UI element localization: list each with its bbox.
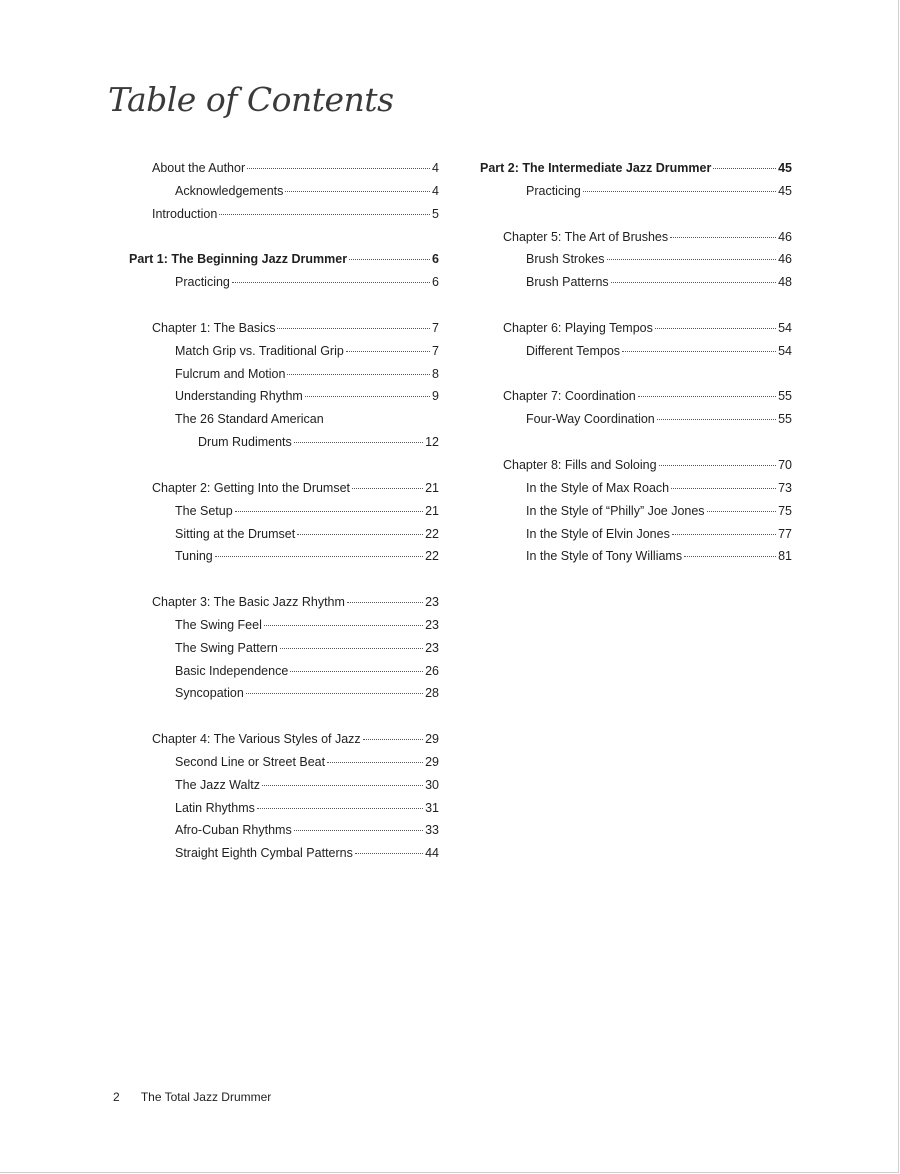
toc-entry xyxy=(129,778,439,801)
toc-entry-label: Chapter 3: The Basic Jazz Rhythm xyxy=(152,595,345,610)
toc-entry-page: 5 xyxy=(432,206,439,221)
toc-entry xyxy=(129,595,439,618)
toc-dot-leader xyxy=(622,351,776,352)
toc-entry-label: Second Line or Street Beat xyxy=(175,754,326,769)
toc-entry-label: Acknowledgements xyxy=(175,183,284,198)
toc-spacer xyxy=(129,709,439,732)
toc-dot-leader xyxy=(355,853,423,854)
toc-spacer xyxy=(480,435,792,458)
toc-entry-label: Introduction xyxy=(152,206,218,221)
toc-entry-label: Brush Strokes xyxy=(526,252,605,267)
toc-entry-label: Drum Rudiments xyxy=(198,435,292,450)
toc-entry-page: 29 xyxy=(425,732,439,747)
toc-dot-leader xyxy=(583,191,776,192)
toc-dot-leader xyxy=(638,396,776,397)
toc-part-heading xyxy=(480,161,792,184)
toc-entry-label: Fulcrum and Motion xyxy=(175,366,286,381)
toc-entry-label: Match Grip vs. Traditional Grip xyxy=(175,343,344,358)
toc-dot-leader xyxy=(347,602,423,603)
toc-dot-leader xyxy=(713,168,776,169)
toc-dot-leader xyxy=(684,556,776,557)
toc-dot-leader xyxy=(672,534,776,535)
toc-dot-leader xyxy=(305,396,430,397)
toc-entry-page: 70 xyxy=(778,457,792,472)
toc-dot-leader xyxy=(352,488,423,489)
toc-entry-label: Chapter 4: The Various Styles of Jazz xyxy=(152,732,361,747)
toc-left-column xyxy=(129,161,439,869)
toc-entry-label: Syncopation xyxy=(175,686,244,701)
toc-entry-page: 81 xyxy=(778,549,792,564)
page-title: Table of Contents xyxy=(108,80,394,119)
toc-entry-page: 21 xyxy=(425,480,439,495)
toc-entry xyxy=(480,412,792,435)
toc-dot-leader xyxy=(611,282,776,283)
toc-entry-label: Chapter 6: Playing Tempos xyxy=(503,320,653,335)
toc-entry xyxy=(129,618,439,641)
toc-entry-label: In the Style of Max Roach xyxy=(526,480,670,495)
toc-entry-label: Practicing xyxy=(526,183,581,198)
toc-entry-label: Practicing xyxy=(175,275,230,290)
toc-entry xyxy=(129,664,439,687)
toc-entry xyxy=(129,549,439,572)
toc-entry xyxy=(480,458,792,481)
toc-entry-page: 4 xyxy=(432,183,439,198)
toc-entry-label: Chapter 1: The Basics xyxy=(152,320,276,335)
toc-entry-label: Different Tempos xyxy=(526,343,621,358)
toc-entry-page: 6 xyxy=(432,275,439,290)
toc-entry-label: Straight Eighth Cymbal Patterns xyxy=(175,846,353,861)
toc-entry xyxy=(129,275,439,298)
toc-spacer xyxy=(480,298,792,321)
toc-dot-leader xyxy=(277,328,430,329)
toc-dot-leader xyxy=(707,511,777,512)
toc-dot-leader xyxy=(215,556,423,557)
toc-entry-page: 45 xyxy=(778,183,792,198)
toc-entry-page: 22 xyxy=(425,526,439,541)
toc-entry-label: The Swing Feel xyxy=(175,617,262,632)
toc-dot-leader xyxy=(235,511,423,512)
toc-entry xyxy=(480,275,792,298)
toc-entry-page: 44 xyxy=(425,846,439,861)
toc-entry-page: 31 xyxy=(425,800,439,815)
toc-entry-label: Part 1: The Beginning Jazz Drummer xyxy=(129,252,348,267)
toc-entry xyxy=(480,389,792,412)
toc-spacer xyxy=(480,207,792,230)
toc-entry-page: 46 xyxy=(778,252,792,267)
toc-entry xyxy=(480,344,792,367)
toc-entry-page: 46 xyxy=(778,229,792,244)
toc-entry xyxy=(480,549,792,572)
toc-dot-leader xyxy=(294,830,423,831)
toc-entry xyxy=(480,252,792,275)
toc-entry-label: Afro-Cuban Rhythms xyxy=(175,823,292,838)
toc-entry-page: 7 xyxy=(432,320,439,335)
toc-dot-leader xyxy=(280,648,423,649)
toc-entry-page: 22 xyxy=(425,549,439,564)
toc-entry-label: About the Author xyxy=(152,161,246,175)
toc-entry xyxy=(129,527,439,550)
toc-dot-leader xyxy=(297,534,423,535)
toc-entry xyxy=(480,184,792,207)
toc-entry xyxy=(129,801,439,824)
toc-entry xyxy=(129,686,439,709)
toc-dot-leader xyxy=(290,671,423,672)
toc-entry-label: The 26 Standard American xyxy=(175,412,324,427)
toc-entry-page: 23 xyxy=(425,595,439,610)
toc-entry xyxy=(129,344,439,367)
toc-entry-label: Brush Patterns xyxy=(526,275,609,290)
toc-dot-leader xyxy=(294,442,423,443)
toc-entry xyxy=(129,321,439,344)
toc-entry-page: 33 xyxy=(425,823,439,838)
toc-entry-page: 28 xyxy=(425,686,439,701)
toc-dot-leader xyxy=(257,808,423,809)
toc-entry-page: 77 xyxy=(778,526,792,541)
toc-entry xyxy=(480,481,792,504)
toc-entry-label: Chapter 8: Fills and Soloing xyxy=(503,457,657,472)
toc-dot-leader xyxy=(285,191,430,192)
footer-page-number: 2 xyxy=(113,1090,120,1104)
toc-spacer xyxy=(480,367,792,390)
toc-entry-label: In the Style of Tony Williams xyxy=(526,549,683,564)
toc-dot-leader xyxy=(346,351,430,352)
toc-dot-leader xyxy=(671,488,776,489)
toc-entry-page: 73 xyxy=(778,480,792,495)
toc-entry-page: 21 xyxy=(425,503,439,518)
toc-dot-leader xyxy=(607,259,777,260)
page-footer xyxy=(113,1090,271,1104)
toc-entry-label: The Setup xyxy=(175,503,233,518)
toc-spacer xyxy=(129,298,439,321)
toc-dot-leader xyxy=(657,419,776,420)
toc-entry-label: In the Style of “Philly” Joe Jones xyxy=(526,503,705,518)
toc-dot-leader xyxy=(262,785,423,786)
toc-dot-leader xyxy=(246,693,423,694)
toc-entry xyxy=(129,755,439,778)
toc-entry xyxy=(129,504,439,527)
toc-entry-label: Chapter 5: The Art of Brushes xyxy=(503,229,669,244)
toc-entry-page: 8 xyxy=(432,366,439,381)
toc-entry xyxy=(129,161,439,184)
toc-entry xyxy=(480,504,792,527)
toc-entry xyxy=(129,435,439,458)
toc-entry-page: 54 xyxy=(778,343,792,358)
toc-entry-label: Four-Way Coordination xyxy=(526,412,655,427)
toc-dot-leader xyxy=(219,214,430,215)
toc-entry xyxy=(480,230,792,253)
toc-entry xyxy=(129,823,439,846)
toc-entry xyxy=(480,527,792,550)
toc-entry xyxy=(129,481,439,504)
toc-entry-label: In the Style of Elvin Jones xyxy=(526,526,670,541)
toc-dot-leader xyxy=(232,282,430,283)
footer-book-title: The Total Jazz Drummer xyxy=(140,1090,272,1104)
toc-entry-page: 23 xyxy=(425,640,439,655)
toc-entry-page: 9 xyxy=(432,389,439,404)
toc-entry-label: Latin Rhythms xyxy=(175,800,255,815)
toc-part-heading xyxy=(129,252,439,275)
toc-entry-label: Tuning xyxy=(175,549,213,564)
toc-entry xyxy=(129,207,439,230)
toc-dot-leader xyxy=(327,762,423,763)
toc-right-column xyxy=(480,161,792,572)
toc-entry-page: 4 xyxy=(432,161,439,175)
toc-entry-label: The Jazz Waltz xyxy=(175,777,260,792)
toc-entry-page: 26 xyxy=(425,663,439,678)
toc-entry-page: 75 xyxy=(778,503,792,518)
toc-entry-page: 29 xyxy=(425,754,439,769)
toc-entry-label: Chapter 2: Getting Into the Drumset xyxy=(152,480,351,495)
toc-dot-leader xyxy=(349,259,430,260)
toc-entry-page: 45 xyxy=(778,161,792,175)
toc-dot-leader xyxy=(655,328,776,329)
toc-entry xyxy=(129,412,439,435)
toc-entry xyxy=(129,389,439,412)
toc-entry-label: The Swing Pattern xyxy=(175,640,278,655)
toc-entry-label: Chapter 7: Coordination xyxy=(503,389,636,404)
toc-entry-page: 30 xyxy=(425,777,439,792)
toc-entry-page: 6 xyxy=(432,252,439,267)
toc-entry xyxy=(129,641,439,664)
toc-dot-leader xyxy=(659,465,777,466)
toc-entry-page: 55 xyxy=(778,389,792,404)
toc-spacer xyxy=(129,230,439,253)
toc-entry-page: 23 xyxy=(425,617,439,632)
toc-spacer xyxy=(129,572,439,595)
toc-entry xyxy=(129,846,439,869)
toc-dot-leader xyxy=(363,739,423,740)
toc-dot-leader xyxy=(247,168,430,169)
toc-entry-label: Understanding Rhythm xyxy=(175,389,303,404)
toc-entry-page: 12 xyxy=(425,435,439,450)
toc-entry-label: Part 2: The Intermediate Jazz Drummer xyxy=(480,161,712,175)
toc-entry xyxy=(480,321,792,344)
toc-dot-leader xyxy=(670,237,776,238)
toc-spacer xyxy=(129,458,439,481)
toc-entry xyxy=(129,184,439,207)
toc-entry-page: 7 xyxy=(432,343,439,358)
toc-dot-leader xyxy=(264,625,423,626)
toc-entry-page: 48 xyxy=(778,275,792,290)
toc-entry-page: 55 xyxy=(778,412,792,427)
toc-entry-page: 54 xyxy=(778,320,792,335)
toc-entry xyxy=(129,367,439,390)
toc-entry xyxy=(129,732,439,755)
toc-entry-label: Basic Independence xyxy=(175,663,289,678)
toc-entry-label: Sitting at the Drumset xyxy=(175,526,296,541)
toc-dot-leader xyxy=(287,374,430,375)
